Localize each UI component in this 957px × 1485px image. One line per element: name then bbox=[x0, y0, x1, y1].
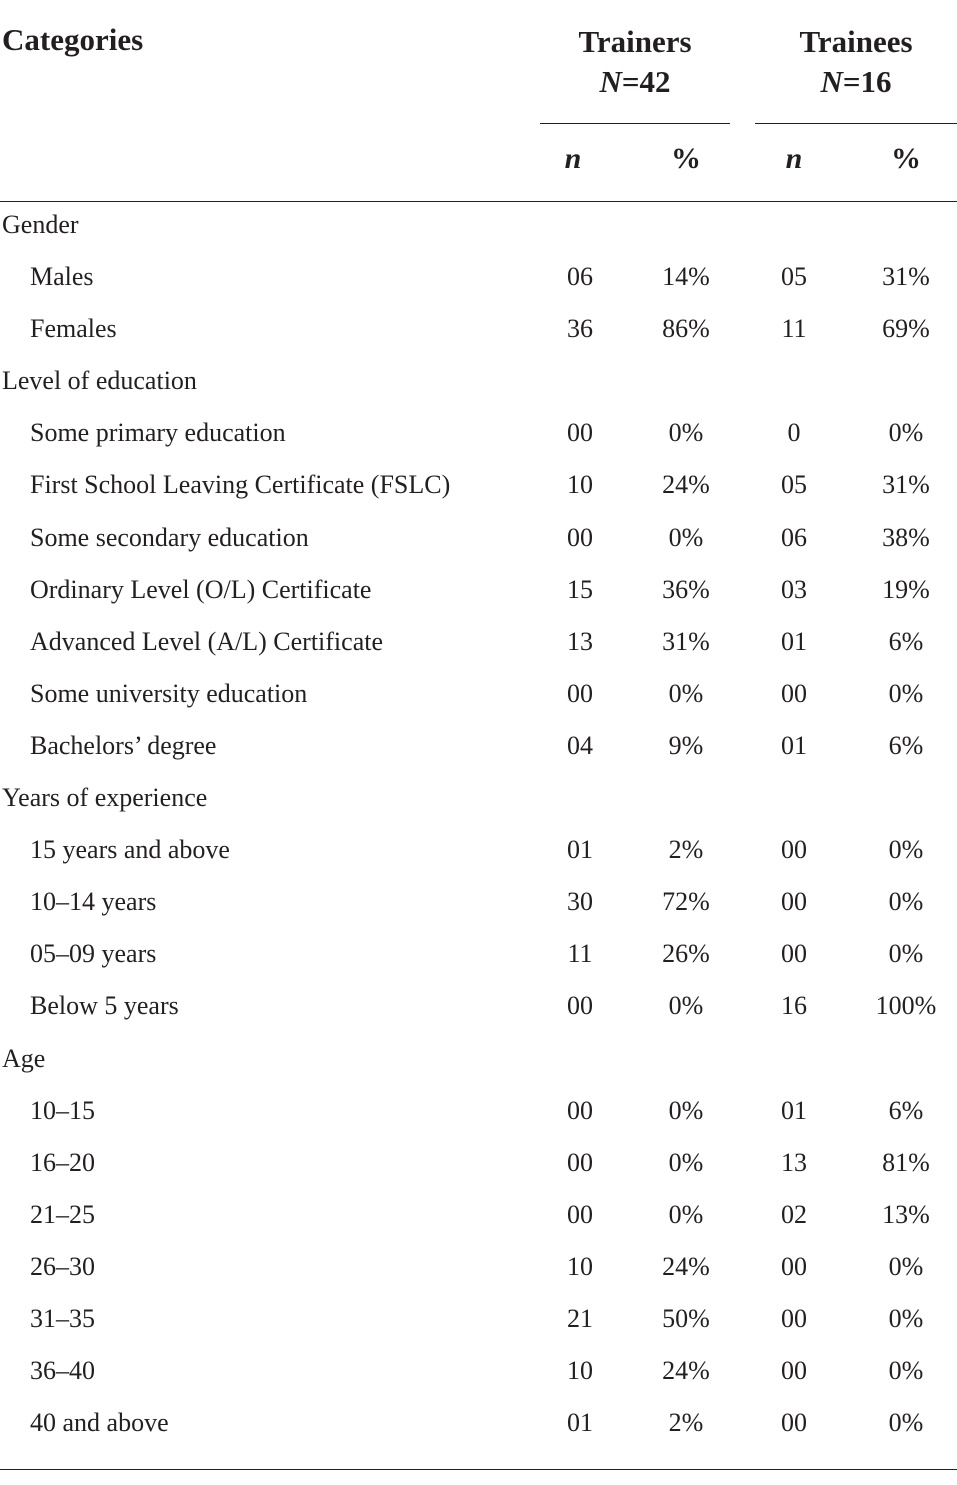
table-row bbox=[0, 252, 957, 304]
trainers-n-cell: 00 bbox=[567, 991, 593, 1021]
trainees-n-cell: 0 bbox=[787, 418, 801, 448]
table-row bbox=[0, 1138, 957, 1190]
trainees-n-cell: 01 bbox=[781, 626, 807, 656]
trainers-n-cell: 36 bbox=[567, 314, 593, 344]
table-row bbox=[0, 721, 957, 773]
trainees-n-cell: 00 bbox=[781, 939, 807, 969]
row-label: Bachelors’ degree bbox=[30, 730, 217, 760]
trainers-pct-cell: 9% bbox=[668, 730, 704, 760]
trainers-pct-cell: 2% bbox=[668, 1408, 704, 1438]
trainees-pct-cell: 0% bbox=[888, 939, 924, 969]
trainees-n-cell: 05 bbox=[781, 262, 807, 292]
trainers-underline bbox=[540, 123, 730, 124]
section-row bbox=[0, 1034, 957, 1086]
trainees-n-cell: 05 bbox=[781, 470, 807, 500]
trainers-n-cell: 00 bbox=[567, 522, 593, 552]
trainers-n-cell: 04 bbox=[567, 730, 593, 760]
table-row bbox=[0, 460, 957, 512]
trainers-pct-cell: 0% bbox=[668, 1199, 704, 1229]
table-row bbox=[0, 565, 957, 617]
trainees-pct-cell: 69% bbox=[882, 314, 930, 344]
section-label: Level of education bbox=[2, 366, 197, 396]
trainees-n-cell: 11 bbox=[781, 314, 807, 344]
subheader-trainees-pct: % bbox=[891, 142, 921, 175]
row-label: Ordinary Level (O/L) Certificate bbox=[30, 574, 372, 604]
trainees-pct-cell: 31% bbox=[882, 262, 930, 292]
row-label: Some secondary education bbox=[30, 522, 309, 552]
trainers-pct-cell: 24% bbox=[662, 470, 710, 500]
header-trainers-n-label: N bbox=[599, 64, 622, 99]
header-trainers bbox=[540, 22, 730, 102]
section-row bbox=[0, 200, 957, 252]
row-label: 15 years and above bbox=[30, 835, 230, 865]
trainers-pct-cell: 72% bbox=[662, 887, 710, 917]
row-label: 10–15 bbox=[30, 1095, 95, 1125]
subheader-trainers-n: n bbox=[564, 142, 582, 175]
trainees-n-cell: 00 bbox=[781, 887, 807, 917]
trainers-n-cell: 06 bbox=[567, 262, 593, 292]
table-row bbox=[0, 1086, 957, 1138]
row-label: 31–35 bbox=[30, 1303, 95, 1333]
section-label: Gender bbox=[2, 210, 79, 239]
trainees-n-cell: 00 bbox=[781, 1356, 807, 1386]
trainers-pct-cell: 26% bbox=[662, 939, 710, 969]
table-row bbox=[0, 669, 957, 721]
trainers-n-cell: 30 bbox=[567, 887, 593, 917]
table-row bbox=[0, 408, 957, 460]
table-row bbox=[0, 304, 957, 356]
header-trainees-n-value: =16 bbox=[842, 64, 892, 99]
table-row bbox=[0, 825, 957, 877]
trainers-pct-cell: 0% bbox=[668, 418, 704, 448]
table-row bbox=[0, 1190, 957, 1242]
trainers-pct-cell: 24% bbox=[662, 1251, 710, 1281]
trainers-pct-cell: 14% bbox=[662, 262, 710, 292]
row-label: 26–30 bbox=[30, 1251, 95, 1281]
row-label: Some university education bbox=[30, 678, 308, 708]
trainees-pct-cell: 0% bbox=[888, 835, 924, 865]
header-trainees-n-label: N bbox=[820, 64, 843, 99]
trainers-pct-cell: 24% bbox=[662, 1356, 710, 1386]
trainers-pct-cell: 0% bbox=[668, 991, 704, 1021]
table-body bbox=[0, 200, 957, 1450]
trainers-n-cell: 13 bbox=[567, 626, 593, 656]
trainees-underline bbox=[755, 123, 957, 124]
trainees-pct-cell: 6% bbox=[888, 730, 924, 760]
subheader-trainees-n: n bbox=[785, 142, 803, 175]
trainees-pct-cell: 0% bbox=[888, 418, 924, 448]
trainees-n-cell: 13 bbox=[781, 1147, 807, 1177]
trainees-pct-cell: 31% bbox=[882, 470, 930, 500]
trainers-n-cell: 00 bbox=[567, 1199, 593, 1229]
trainees-n-cell: 00 bbox=[781, 835, 807, 865]
trainees-n-cell: 00 bbox=[781, 1251, 807, 1281]
row-label: 40 and above bbox=[30, 1408, 169, 1438]
trainers-pct-cell: 0% bbox=[668, 678, 704, 708]
trainers-n-cell: 10 bbox=[567, 470, 593, 500]
trainees-pct-cell: 0% bbox=[888, 887, 924, 917]
row-label: First School Leaving Certificate (FSLC) bbox=[30, 470, 451, 500]
header-trainers-n-value: =42 bbox=[621, 64, 671, 99]
section-label: Years of experience bbox=[2, 783, 208, 813]
trainees-n-cell: 00 bbox=[781, 1303, 807, 1333]
header-trainers-title: Trainers bbox=[578, 24, 692, 59]
trainers-n-cell: 10 bbox=[567, 1251, 593, 1281]
section-row bbox=[0, 773, 957, 825]
header-categories: Categories bbox=[2, 22, 144, 57]
trainees-pct-cell: 81% bbox=[882, 1147, 930, 1177]
trainees-n-cell: 06 bbox=[781, 522, 807, 552]
table-row bbox=[0, 877, 957, 929]
trainees-pct-cell: 0% bbox=[888, 1251, 924, 1281]
trainers-n-cell: 15 bbox=[567, 574, 593, 604]
trainees-n-cell: 16 bbox=[781, 991, 807, 1021]
table-row bbox=[0, 617, 957, 669]
trainers-pct-cell: 0% bbox=[668, 1095, 704, 1125]
row-label: 10–14 years bbox=[30, 887, 157, 917]
trainers-n-cell: 10 bbox=[567, 1356, 593, 1386]
row-label: Advanced Level (A/L) Certificate bbox=[30, 626, 383, 656]
trainees-pct-cell: 38% bbox=[882, 522, 930, 552]
trainees-n-cell: 01 bbox=[781, 1095, 807, 1125]
trainers-n-cell: 00 bbox=[567, 418, 593, 448]
trainers-n-cell: 00 bbox=[567, 1095, 593, 1125]
trainers-pct-cell: 36% bbox=[662, 574, 710, 604]
trainers-n-cell: 21 bbox=[567, 1303, 593, 1333]
trainees-n-cell: 03 bbox=[781, 574, 807, 604]
row-label: Some primary education bbox=[30, 418, 286, 448]
row-label: Males bbox=[30, 262, 94, 292]
trainers-pct-cell: 31% bbox=[662, 626, 710, 656]
header-trainers-n bbox=[540, 62, 730, 102]
header-trainees-n bbox=[755, 62, 957, 102]
header-trainees bbox=[755, 22, 957, 102]
bottom-rule bbox=[0, 1469, 957, 1470]
row-label: 05–09 years bbox=[30, 939, 157, 969]
table-row bbox=[0, 929, 957, 981]
trainers-pct-cell: 0% bbox=[668, 522, 704, 552]
trainees-n-cell: 00 bbox=[781, 678, 807, 708]
trainees-n-cell: 01 bbox=[781, 730, 807, 760]
row-label: 36–40 bbox=[30, 1356, 95, 1386]
trainers-n-cell: 11 bbox=[567, 939, 593, 969]
subheader-trainers-pct: % bbox=[671, 142, 701, 175]
section-row bbox=[0, 356, 957, 408]
trainers-n-cell: 00 bbox=[567, 678, 593, 708]
trainees-pct-cell: 13% bbox=[882, 1199, 930, 1229]
trainers-pct-cell: 50% bbox=[662, 1303, 710, 1333]
trainees-pct-cell: 0% bbox=[888, 678, 924, 708]
trainers-pct-cell: 0% bbox=[668, 1147, 704, 1177]
trainees-pct-cell: 0% bbox=[888, 1356, 924, 1386]
trainers-n-cell: 01 bbox=[567, 835, 593, 865]
table-row bbox=[0, 1294, 957, 1346]
trainees-pct-cell: 100% bbox=[875, 991, 937, 1021]
table-row bbox=[0, 981, 957, 1033]
trainers-n-cell: 01 bbox=[567, 1408, 593, 1438]
row-label: Females bbox=[30, 314, 117, 344]
table-row bbox=[0, 1242, 957, 1294]
section-label: Age bbox=[2, 1043, 46, 1073]
trainers-n-cell: 00 bbox=[567, 1147, 593, 1177]
trainees-n-cell: 02 bbox=[781, 1199, 807, 1229]
row-label: 16–20 bbox=[30, 1147, 95, 1177]
trainers-pct-cell: 86% bbox=[662, 314, 710, 344]
trainees-pct-cell: 6% bbox=[888, 1095, 924, 1125]
table-row bbox=[0, 1398, 957, 1450]
trainees-pct-cell: 19% bbox=[882, 574, 930, 604]
trainers-pct-cell: 2% bbox=[668, 835, 704, 865]
trainees-pct-cell: 6% bbox=[888, 626, 924, 656]
table-row bbox=[0, 513, 957, 565]
table-row bbox=[0, 1346, 957, 1398]
trainees-pct-cell: 0% bbox=[888, 1408, 924, 1438]
row-label: 21–25 bbox=[30, 1199, 95, 1229]
trainees-n-cell: 00 bbox=[781, 1408, 807, 1438]
header-trainees-title: Trainees bbox=[799, 24, 913, 59]
row-label: Below 5 years bbox=[30, 991, 179, 1021]
trainees-pct-cell: 0% bbox=[888, 1303, 924, 1333]
